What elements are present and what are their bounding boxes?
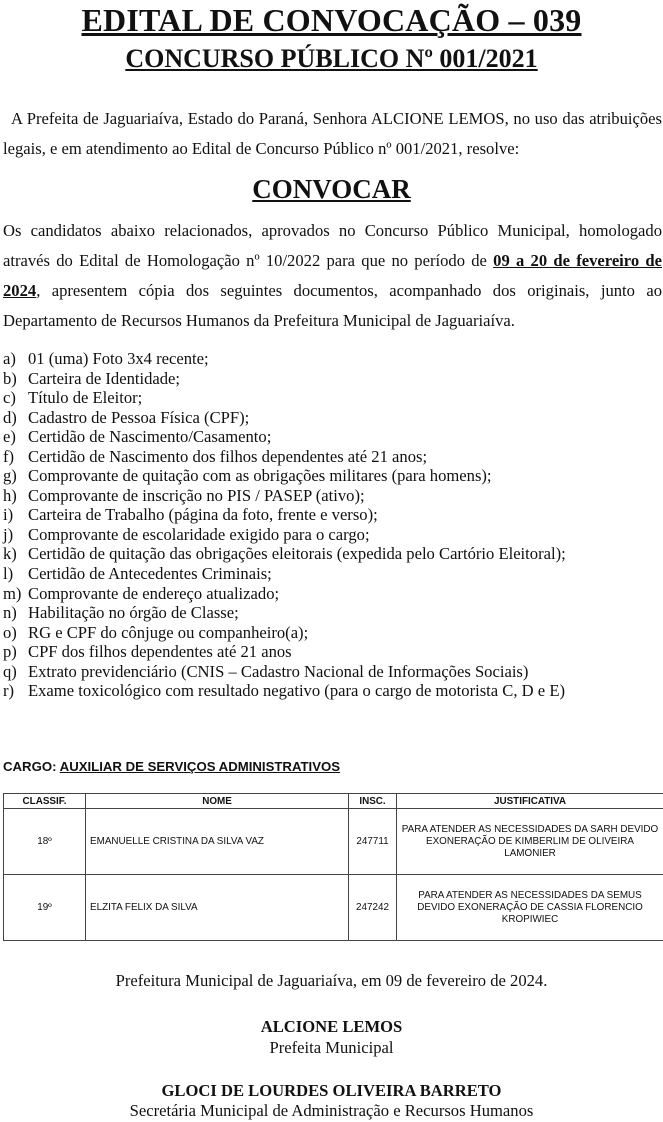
header-justificativa: JUSTIFICATIVA: [397, 794, 663, 809]
signer-2-name: GLOCI DE LOURDES OLIVEIRA BARRETO: [161, 1081, 502, 1100]
convocar-heading: CONVOCAR: [252, 174, 411, 204]
list-item-marker: r): [3, 681, 15, 701]
list-item: [3, 447, 663, 467]
list-item: [3, 681, 663, 701]
cell-insc: 247711: [349, 809, 397, 875]
list-item-marker: q): [3, 661, 17, 681]
list-item-marker: g): [3, 466, 17, 486]
list-item: [3, 603, 663, 623]
list-item-text: Habilitação no órgão de Classe;: [28, 603, 239, 623]
list-item: [3, 662, 663, 682]
table-row: [4, 875, 663, 941]
list-item-marker: h): [3, 485, 17, 505]
body-text-end: , apresentem cópia dos seguintes documentos, acompanhado dos originais, junto ao Departamento de Recursos Humanos da Prefeitura Municipal de Jaguariaíva.: [3, 281, 662, 330]
signer-1-role: Prefeita Municipal: [269, 1038, 394, 1057]
list-item: [3, 388, 663, 408]
list-item-marker: i): [3, 505, 14, 525]
list-item: [3, 369, 663, 389]
list-item-marker: e): [3, 427, 16, 447]
cell-nome: ELZITA FELIX DA SILVA: [86, 875, 349, 941]
list-item-text: RG e CPF do cônjuge ou companheiro(a);: [28, 622, 309, 642]
body-text-start: Os candidatos abaixo relacionados, aprovados no Concurso Público Municipal, homologado através do Edital de Homologação nº 10/2022 para que no período de: [3, 221, 662, 270]
list-item: [3, 584, 663, 604]
list-item: [3, 505, 663, 525]
list-item-text: Comprovante de quitação com as obrigações militares (para homens);: [28, 466, 492, 486]
list-item: [3, 544, 663, 564]
period-dates: 09 a 20 de fevereiro de 2024: [3, 251, 662, 300]
list-item-text: Comprovante de inscrição no PIS / PASEP (ativo);: [28, 485, 365, 505]
list-item: [3, 427, 663, 447]
list-item-marker: p): [3, 642, 17, 662]
list-item: [3, 466, 663, 486]
cell-justificativa: PARA ATENDER AS NECESSIDADES DA SEMUS DEVIDO EXONERAÇÃO DE CASSIA FLORENCIO KROPIWIEC: [397, 875, 663, 941]
list-item-text: Certidão de Antecedentes Criminais;: [28, 564, 272, 584]
list-item-text: Cadastro de Pessoa Física (CPF);: [28, 407, 250, 427]
list-item-marker: k): [3, 544, 17, 564]
cell-justificativa: PARA ATENDER AS NECESSIDADES DA SARH DEVIDO EXONERAÇÃO DE KIMBERLIM DE OLIVEIRA LAMONIER: [397, 809, 663, 875]
list-item-text: CPF dos filhos dependentes até 21 anos: [28, 642, 292, 662]
list-item-marker: d): [3, 407, 17, 427]
list-item-text: Comprovante de endereço atualizado;: [28, 583, 280, 603]
candidates-table: [3, 793, 663, 941]
signer-2-role: Secretária Municipal de Administração e Recursos Humanos: [129, 1101, 534, 1120]
cell-nome: EMANUELLE CRISTINA DA SILVA VAZ: [86, 809, 349, 875]
cargo-value: AUXILIAR DE SERVIÇOS ADMINISTRATIVOS: [59, 759, 341, 774]
list-item-text: Exame toxicológico com resultado negativo (para o cargo de motorista C, D e E): [28, 681, 565, 701]
list-item: [3, 349, 663, 369]
list-item-marker: a): [3, 349, 16, 368]
list-item-text: Carteira de Trabalho (página da foto, frente e verso);: [28, 505, 378, 525]
list-item: [3, 408, 663, 428]
list-item-text: 01 (uma) Foto 3x4 recente;: [28, 349, 209, 368]
document-subtitle: CONCURSO PÚBLICO Nº 001/2021: [125, 44, 538, 73]
header-classif: CLASSIF.: [4, 794, 86, 809]
list-item-text: Carteira de Identidade;: [28, 368, 181, 388]
header-nome: NOME: [86, 794, 349, 809]
list-item-marker: n): [3, 603, 17, 623]
document-title: EDITAL DE CONVOCAÇÃO – 039: [81, 2, 582, 38]
cell-classif: 19º: [4, 875, 86, 941]
list-item-marker: m): [3, 583, 22, 603]
cell-insc: 247242: [349, 875, 397, 941]
list-item: [3, 525, 663, 545]
documents-list: [3, 349, 663, 701]
list-item: [3, 623, 663, 643]
list-item-text: Certidão de Nascimento dos filhos dependentes até 21 anos;: [28, 446, 428, 466]
list-item-marker: j): [3, 524, 14, 544]
list-item-text: Título de Eleitor;: [28, 388, 143, 408]
list-item-text: Extrato previdenciário (CNIS – Cadastro Nacional de Informações Sociais): [28, 661, 529, 681]
list-item-marker: o): [3, 622, 17, 642]
cargo-label: CARGO:: [3, 759, 57, 774]
list-item-marker: l): [3, 564, 14, 584]
list-item: [3, 564, 663, 584]
list-item: [3, 642, 663, 662]
table-row: [4, 809, 663, 875]
list-item: [3, 486, 663, 506]
signer-1-name: ALCIONE LEMOS: [260, 1017, 403, 1036]
header-insc: INSC.: [349, 794, 397, 809]
table-header-row: [4, 794, 663, 809]
intro-text: A Prefeita de Jaguariaíva, Estado do Paraná, Senhora ALCIONE LEMOS, no uso das atribuições legais, e em atendimento ao Edital de Concurso Público nº 001/2021, resolve:: [3, 109, 662, 158]
list-item-text: Certidão de Nascimento/Casamento;: [28, 427, 272, 447]
list-item-marker: f): [3, 446, 15, 466]
place-date: Prefeitura Municipal de Jaguariaíva, em 09 de fevereiro de 2024.: [115, 971, 548, 990]
cargo-line: [3, 758, 340, 776]
intro-paragraph: [3, 104, 662, 164]
list-item-text: Certidão de quitação das obrigações eleitorais (expedida pelo Cartório Eleitoral);: [28, 544, 566, 564]
list-item-marker: b): [3, 368, 17, 388]
list-item-text: Comprovante de escolaridade exigido para o cargo;: [28, 524, 370, 544]
body-paragraph: [3, 216, 662, 336]
cell-classif: 18º: [4, 809, 86, 875]
list-item-marker: c): [3, 388, 16, 408]
